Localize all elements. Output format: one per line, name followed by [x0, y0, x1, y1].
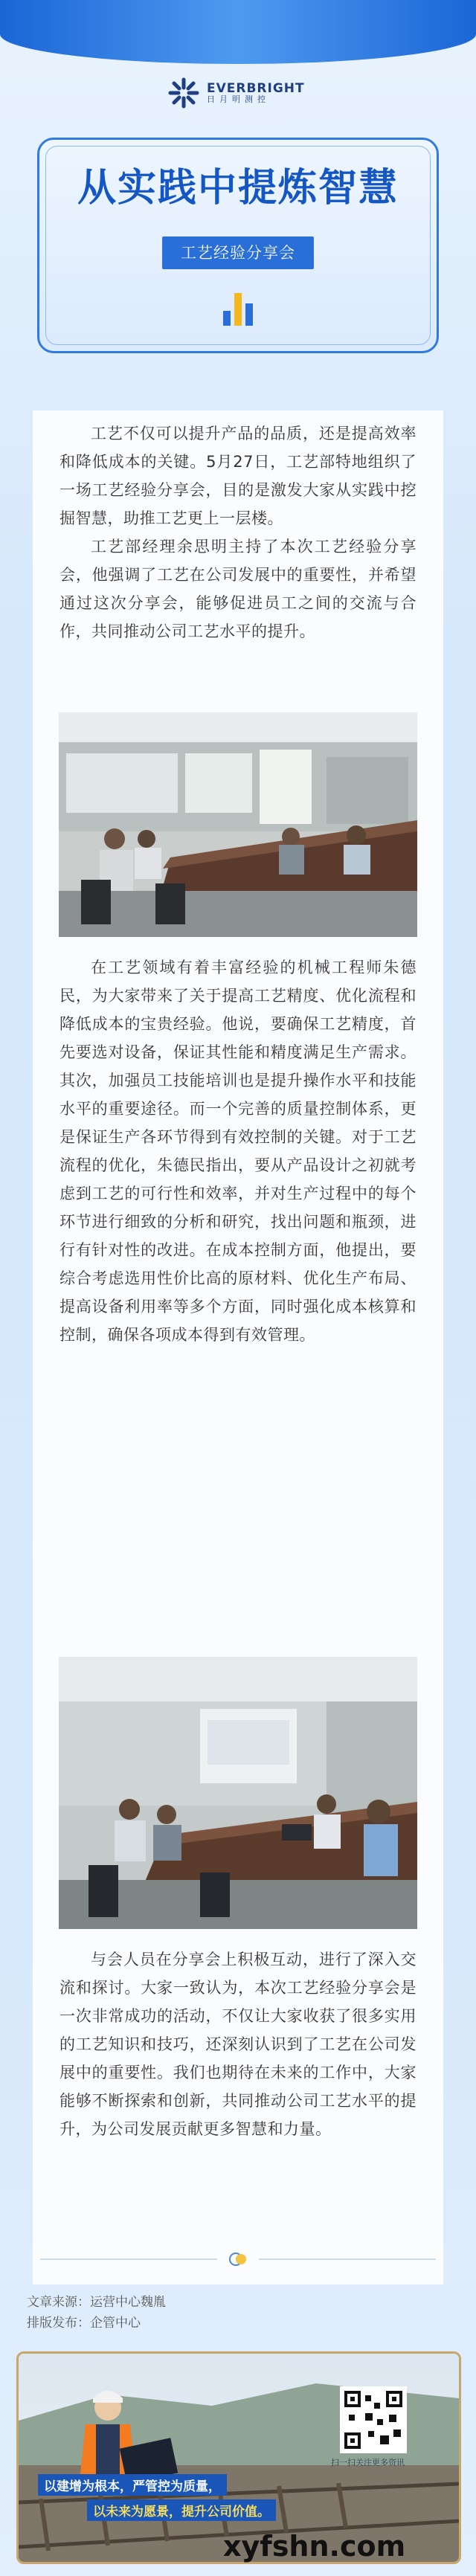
meeting-photo-2	[59, 1657, 417, 1929]
bar-chart-icon	[223, 289, 256, 326]
article-paragraph-2: 工艺部经理余思明主持了本次工艺经验分享会，他强调了工艺在公司发展中的重要性，并希望通过这次分享会，能够促进员工之间的交流与合作，共同推动公司工艺水平的提升。	[60, 538, 416, 640]
header	[0, 0, 476, 342]
page-title: 从实践中提炼智慧	[77, 166, 399, 210]
top-banner-band	[0, 0, 476, 64]
source-credit: 文章来源：运营中心魏胤	[27, 2295, 166, 2310]
qr-caption: 扫一扫关注更多资讯	[331, 2458, 405, 2467]
subtitle-tag: 工艺经验分享会	[162, 236, 314, 269]
meeting-photo-1	[59, 712, 417, 937]
brand-logo	[168, 77, 305, 109]
article-card	[33, 410, 443, 2284]
article-paragraph-3: 在工艺领域有着丰富经验的机械工程师朱德民，为大家带来了关于提高工艺精度、优化流程和降低成本的宝贵经验。他说，要确保工艺精度，首先要选对设备，保证其性能和精度满足生产需求。其次，加强员工技能培训也是提升操作水平和技能水平的重要途径。而一个完善的质量控制体系，更是保证生产各环节得到有效控制的关键。对于工艺流程的优化，朱德民指出，要从产品设计之初就考虑到工艺的可行性和效率，并对生产过程中的每个环节进行细致的分析和研究，找出问题和瓶颈，进行有针对性的改进。在成本控制方面，他提出，要综合考虑选用性价比高的原材料、优化生产布局、提高设备利用率等多个方面，同时强化成本核算和控制，确保各项成本得到有效管理。	[60, 959, 416, 1344]
footer-slogan-1: 以建增为根本，严管控为质量，	[38, 2474, 227, 2496]
site-watermark: xyfshn.com	[223, 2530, 406, 2563]
article-paragraph-1: 工艺不仅可以提升产品的品质，还是提高效率和降低成本的关键。5月27日，工艺部特地组织了一场工艺经验分享会，目的是激发大家从实践中挖掘智慧，助推工艺更上一层楼。	[60, 425, 416, 527]
brand-name-en: EVERBRIGHT	[207, 80, 305, 96]
sunburst-logo-icon	[168, 77, 199, 109]
section-divider	[33, 2252, 443, 2267]
article-paragraph-4: 与会人员在分享会上积极互动，进行了深入交流和探讨。大家一致认为，本次工艺经验分享会是一次非常成功的活动，不仅让大家收获了很多实用的工艺知识和技巧，还深刻认识到了工艺在公司发展中的重要性。我们也期待在未来的工作中，大家能够不断探索和创新，共同推动公司工艺水平的提升，为公司发展贡献更多智慧和力量。	[60, 1951, 416, 2138]
brand-name-cn: 日月明测控	[207, 94, 270, 105]
publish-credit: 排版发布：企管中心	[27, 2316, 141, 2331]
credits	[27, 2292, 166, 2334]
divider-ornament-icon	[225, 2252, 251, 2267]
footer-slogan-2: 以未来为愿景，提升公司价值。	[87, 2499, 276, 2521]
